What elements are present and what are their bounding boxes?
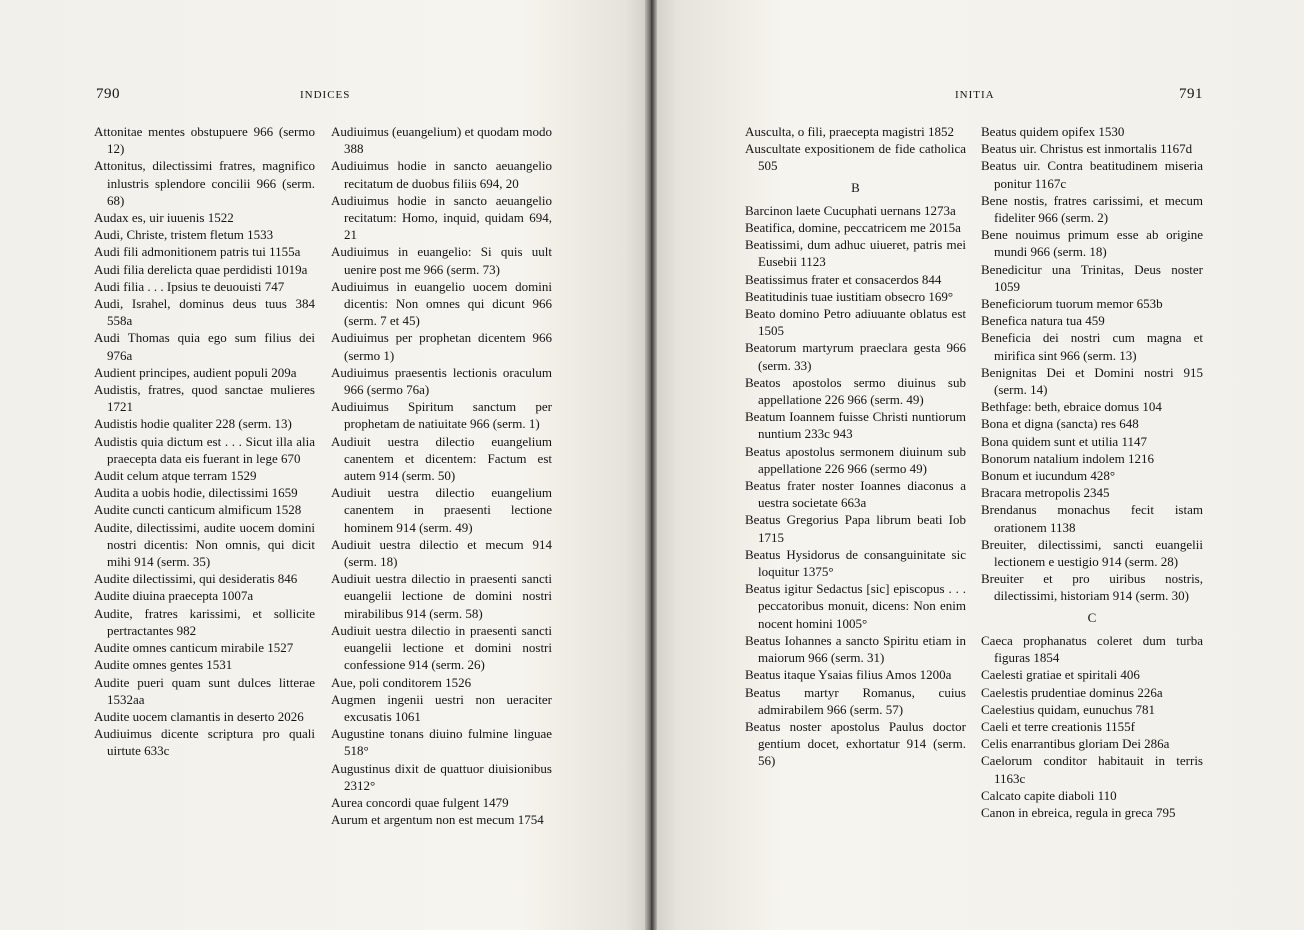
index-entry: Caelestius quidam, eunuchus 781: [981, 701, 1156, 717]
index-entry: Audiuit uestra dilectio in praesenti sancti euangelii lectione et domini nostri confessione 914 (serm. 26): [331, 622, 552, 673]
index-entry: Audiuit uestra dilectio in praesenti sancti euangelii lectione de domini nostri mirabilibus 914 (serm. 58): [331, 571, 552, 621]
index-entry: Audiuimus in euangelio uocem domini dicentis: Non omnes qui dicunt 966 (serm. 7 et 45): [331, 278, 552, 329]
index-entry: Audiuimus per prophetan dicentem 966 (sermo 1): [331, 330, 552, 363]
index-entry: Caeca prophanatus coleret dum turba figuras 1854: [981, 632, 1203, 666]
index-entry: Audiuimus hodie in sancto aeuangelio recitatum de duobus filiis 694, 20: [331, 158, 552, 191]
book-gutter: [645, 0, 657, 930]
index-entry: Beatus uir. Contra beatitudinem miseria ponitur 1167c: [981, 158, 1203, 191]
index-entry: Beatissimi, dum adhuc uiueret, patris mei Eusebii 1123: [745, 237, 966, 270]
index-entry: Audite uocem clamantis in deserto 2026: [94, 708, 304, 724]
section-letter: B: [851, 179, 860, 195]
index-entry: Audiuit uestra dilectio et mecum 914 (serm. 18): [331, 536, 552, 570]
index-entry: Breuiter, dilectissimi, sancti euangelii lectionem e uestigio 914 (serm. 28): [981, 536, 1203, 570]
index-column: [331, 123, 552, 828]
index-entry: Bene nouimus primum esse ab origine mundi 966 (serm. 18): [981, 227, 1203, 260]
index-entry: Audite omnes canticum mirabile 1527: [94, 640, 294, 656]
index-entry: Caelorum conditor habitauit in terris 1163c: [981, 753, 1203, 786]
index-entry: Audiuimus in euangelio: Si quis uult uenire post me 966 (serm. 73): [331, 244, 552, 277]
index-entry: Beatifica, domine, peccatricem me 2015a: [745, 220, 961, 236]
index-entry: Bethfage: beth, ebraice domus 104: [981, 399, 1162, 415]
index-column: [745, 123, 966, 770]
right-page: [651, 0, 1304, 930]
page-number-left: 790: [96, 86, 120, 102]
index-entry: Caeli et terre creationis 1155f: [981, 718, 1136, 734]
index-entry: Audi filia . . . Ipsius te deuouisti 747: [94, 278, 285, 294]
index-entry: Aurum et argentum non est mecum 1754: [331, 812, 544, 828]
index-entry: Beatus noster apostolus Paulus doctor gentium docet, exhortatur 914 (serm. 56): [745, 718, 966, 769]
index-entry: Audiuit uestra dilectio euangelium canentem et dicentem: Factum est autem 914 (serm. 50): [331, 433, 552, 484]
index-entry: Barcinon laete Cucuphati uernans 1273a: [745, 202, 956, 218]
index-entry: Beatissimus frater et consacerdos 844: [745, 271, 942, 287]
index-entry: Audite omnes gentes 1531: [94, 657, 233, 673]
index-entry: Canon in ebreica, regula in greca 795: [981, 804, 1176, 820]
index-entry: Bonum et iucundum 428°: [981, 468, 1116, 484]
index-entry: Attonitus, dilectissimi fratres, magnifico inlustris splendore concilii 966 (serm. 68): [94, 158, 315, 208]
index-entry: Audi filia derelicta quae perdidisti 1019a: [94, 261, 308, 277]
index-entry: Auscultate expositionem de fide catholica 505: [745, 141, 966, 174]
index-entry: Audiuimus dicente scriptura pro quali uirtute 633c: [94, 726, 315, 759]
index-entry: Benefica natura tua 459: [981, 313, 1105, 329]
index-entry: Beatus Gregorius Papa librum beati Iob 1715: [745, 512, 966, 545]
index-entry: Benignitas Dei et Domini nostri 915 (serm. 14): [981, 364, 1203, 398]
index-entry: Beatus Hysidorus de consanguinitate sic loquitur 1375°: [745, 546, 966, 580]
running-head-left: INDICES: [300, 89, 351, 101]
index-entry: Audistis, fratres, quod sanctae mulieres 1721: [94, 382, 315, 415]
index-entry: Augustine tonans diuino fulmine linguae 518°: [331, 726, 552, 759]
section-letter: C: [1087, 609, 1097, 625]
index-entry: Beatos apostolos sermo diuinus sub appellatione 226 966 (serm. 49): [745, 374, 966, 408]
index-entry: Breuiter et pro uiribus nostris, dilectissimi, historiam 914 (serm. 30): [981, 571, 1203, 604]
index-entry: Audite, fratres karissimi, et sollicite pertractantes 982: [94, 605, 315, 638]
index-entry: Audistis hodie qualiter 228 (serm. 13): [94, 416, 292, 432]
index-entry: Aue, poli conditorem 1526: [331, 674, 472, 690]
index-entry: Audite cuncti canticum almificum 1528: [94, 502, 302, 518]
index-entry: Audiuimus Spiritum sanctum per prophetam de natiuitate 966 (serm. 1): [331, 399, 552, 432]
index-entry: Augmen ingenii uestri non ueraciter excusatis 1061: [331, 691, 552, 724]
index-entry: Audite diuina praecepta 1007a: [94, 588, 254, 604]
index-entry: Caelesti gratiae et spiritali 406: [981, 667, 1140, 683]
index-entry: Beatus quidem opifex 1530: [981, 124, 1125, 139]
index-entry: Bona quidem sunt et utilia 1147: [981, 433, 1147, 449]
index-entry: Celis enarrantibus gloriam Dei 286a: [981, 736, 1170, 752]
index-entry: Audiuit uestra dilectio euangelium canentem in praesenti lectione hominem 914 (serm. 49): [331, 485, 552, 535]
index-column: [94, 123, 315, 760]
index-entry: Audi fili admonitionem patris tui 1155a: [94, 244, 301, 260]
index-entry: Caelestis prudentiae dominus 226a: [981, 684, 1163, 700]
index-entry: Beatitudinis tuae iustitiam obsecro 169°: [745, 288, 954, 304]
index-entry: Beatus frater noster Ioannes diaconus a uestra societate 663a: [745, 478, 966, 511]
index-entry: Audiuimus hodie in sancto aeuangelio recitatum: Homo, inquid, quidam 694, 21: [331, 192, 552, 243]
index-entry: Audistis quia dictum est . . . Sicut illa alia praecepta data eis fuerant in lege 670: [94, 433, 315, 466]
index-entry: Bona et digna (sancta) res 648: [981, 416, 1139, 432]
index-entry: Bracara metropolis 2345: [981, 485, 1110, 501]
index-entry: Audi Thomas quia ego sum filius dei 976a: [94, 330, 315, 363]
index-entry: Benedicitur una Trinitas, Deus noster 1059: [981, 261, 1203, 294]
index-entry: Brendanus monachus fecit istam orationem 1138: [981, 502, 1203, 535]
index-entry: Beneficiorum tuorum memor 653b: [981, 296, 1163, 312]
index-entry: Audite pueri quam sunt dulces litterae 1532aa: [94, 674, 315, 707]
index-entry: Audax es, uir iuuenis 1522: [94, 210, 234, 226]
index-entry: Bene nostis, fratres carissimi, et mecum fideliter 966 (serm. 2): [981, 192, 1203, 226]
left-page: [0, 0, 651, 930]
index-entry: Beatus uir. Christus est inmortalis 1167d: [981, 141, 1193, 157]
index-entry: Audi, Christe, tristem fletum 1533: [94, 227, 274, 243]
index-entry: Beatus itaque Ysaias filius Amos 1200a: [745, 667, 952, 683]
index-entry: Bonorum natalium indolem 1216: [981, 450, 1154, 466]
index-entry: Beato domino Petro adiuuante oblatus est 1505: [745, 306, 966, 339]
index-entry: Augustinus dixit de quattuor diuisionibus 2312°: [331, 760, 552, 793]
page-number-right: 791: [1179, 86, 1203, 102]
index-entry: Audite, dilectissimi, audite uocem domini nostri dicentis: Non omnis, qui dicit mihi 914 (serm. 35): [94, 519, 315, 570]
index-entry: Audita a uobis hodie, dilectissimi 1659: [94, 485, 298, 501]
index-entry: Beneficia dei nostri cum magna et mirifica sint 966 (serm. 13): [981, 330, 1203, 363]
index-entry: Audite dilectissimi, qui desideratis 846: [94, 571, 298, 587]
index-entry: Attonitae mentes obstupuere 966 (sermo 12): [94, 124, 315, 157]
index-entry: Audit celum atque terram 1529: [94, 468, 257, 484]
index-entry: Beatus igitur Sedactus [sic] episcopus . . . peccatoribus monuit, dicens: Non enim nocent homini 1005°: [745, 581, 966, 631]
index-entry: Beatus Iohannes a sancto Spiritu etiam in maiorum 966 (serm. 31): [745, 632, 966, 666]
index-entry: Beatus martyr Romanus, cuius admirabilem 966 (serm. 57): [745, 684, 966, 717]
index-entry: Audient principes, audient populi 209a: [94, 364, 297, 380]
index-entry: Calcato capite diaboli 110: [981, 787, 1117, 803]
running-head-right: INITIA: [955, 89, 995, 101]
index-entry: Beatus apostolus sermonem diuinum sub appellatione 226 966 (sermo 49): [745, 443, 966, 476]
index-entry: Audi, Israhel, dominus deus tuus 384 558a: [94, 296, 315, 329]
index-column: [981, 123, 1203, 821]
index-entry: Beatorum martyrum praeclara gesta 966 (serm. 33): [745, 340, 966, 373]
index-entry: Audiuimus praesentis lectionis oraculum 966 (sermo 76a): [331, 364, 552, 398]
index-entry: Ausculta, o fili, praecepta magistri 1852: [745, 124, 955, 139]
index-entry: Audiuimus (euangelium) et quodam modo 388: [331, 124, 552, 157]
index-entry: Aurea concordi quae fulgent 1479: [331, 794, 509, 810]
index-entry: Beatum Ioannem fuisse Christi nuntiorum nuntium 233c 943: [745, 409, 966, 442]
